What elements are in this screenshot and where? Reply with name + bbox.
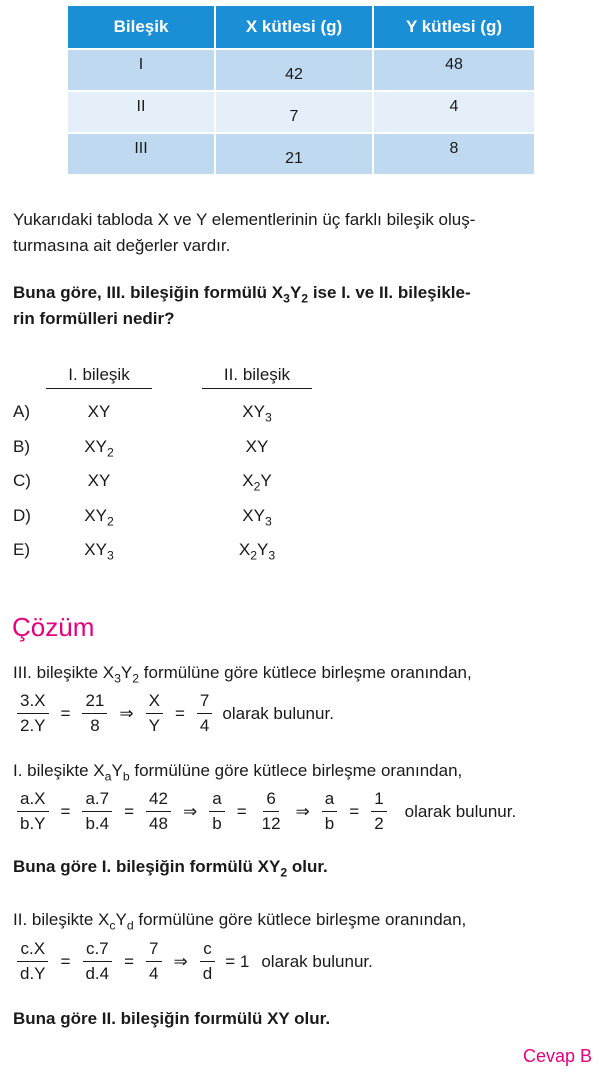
equals-symbol: = bbox=[236, 801, 247, 821]
fraction: $\frac{7}{4}$ bbox=[197, 690, 212, 737]
fraction: $\frac{a}{b}$ bbox=[209, 788, 224, 835]
intro-line: Yukarıdaki tabloda X ve Y elementlerinin üç farklı bileşik oluş- bbox=[13, 210, 476, 229]
implies-icon: ⇒ bbox=[119, 703, 134, 723]
table-cell: 7 bbox=[215, 91, 373, 133]
choice-letter[interactable]: A) bbox=[13, 402, 30, 421]
table-header-row bbox=[67, 5, 535, 49]
equation-tail: olarak bulunur. bbox=[404, 801, 517, 821]
equals-symbol: = bbox=[60, 801, 71, 821]
choice-formula: XY bbox=[87, 402, 111, 421]
table-row bbox=[67, 49, 535, 91]
choice-formula: $XY_3$ bbox=[242, 402, 272, 425]
equals-symbol: = bbox=[60, 951, 71, 971]
table-row bbox=[67, 91, 535, 133]
question-line: rin formülleri nedir? bbox=[13, 309, 175, 328]
choice-formula: $X_2Y_3$ bbox=[238, 540, 276, 563]
table-cell: 4 bbox=[373, 91, 535, 133]
conclusion-1: Buna göre I. bileşiğin formülü $XY_2$ olur. bbox=[13, 857, 328, 880]
question-line: Buna göre, III. bileşiğin formülü $X_3Y_2$ ise I. ve II. bileşikle- bbox=[13, 283, 471, 306]
solution-paragraph: III. bileşikte $X_3Y_2$ formülüne göre kütlece birleşme oranından, bbox=[13, 663, 472, 686]
conclusion-2: Buna göre II. bileşiğin foırmülü XY olur. bbox=[13, 1009, 331, 1028]
fraction: $\frac{c.X}{d.Y}$ bbox=[17, 938, 49, 985]
table-cell: 48 bbox=[373, 49, 535, 91]
compound-table bbox=[66, 4, 536, 176]
choice-column-header: II. bileşik bbox=[202, 365, 312, 389]
intro-line: turmasına ait değerler vardır. bbox=[13, 236, 231, 255]
fraction: $\frac{7}{4}$ bbox=[146, 938, 161, 985]
implies-icon: ⇒ bbox=[173, 951, 188, 971]
choice-column-header: I. bileşik bbox=[46, 365, 152, 389]
equation-2 bbox=[13, 788, 516, 835]
fraction: $\frac{1}{2}$ bbox=[371, 788, 386, 835]
fraction: $\frac{c.7}{d.4}$ bbox=[82, 938, 112, 985]
fraction: $\frac{a.X}{b.Y}$ bbox=[17, 788, 49, 835]
choice-formula: $X_2Y$ bbox=[242, 471, 272, 494]
fraction: $\frac{c}{d}$ bbox=[200, 938, 215, 985]
choice-letter[interactable]: C) bbox=[13, 471, 31, 490]
fraction: $\frac{a}{b}$ bbox=[322, 788, 337, 835]
choice-letter[interactable]: B) bbox=[13, 437, 30, 456]
choice-letter[interactable]: D) bbox=[13, 506, 31, 525]
table-cell: II bbox=[67, 91, 215, 133]
fraction: $\frac{6}{12}$ bbox=[261, 789, 281, 833]
table-cell: 42 bbox=[215, 49, 373, 91]
equals-symbol: = bbox=[124, 951, 135, 971]
fraction: $\frac{3.X}{2.Y}$ bbox=[17, 690, 49, 737]
fraction: $\frac{21}{8}$ bbox=[82, 690, 107, 737]
table-row bbox=[67, 133, 535, 175]
fraction: $\frac{X}{Y}$ bbox=[146, 690, 163, 737]
equation-1 bbox=[13, 690, 334, 737]
equals-symbol: = bbox=[60, 703, 71, 723]
table-header: X kütlesi (g) bbox=[215, 5, 373, 49]
choice-formula: $XY_2$ bbox=[84, 437, 114, 460]
equals-symbol: = bbox=[174, 703, 185, 723]
fraction: $\frac{42}{48}$ bbox=[146, 788, 171, 835]
equation-tail: olarak bulunur. bbox=[222, 703, 334, 723]
choice-formula: XY bbox=[87, 471, 111, 490]
table-cell: I bbox=[67, 49, 215, 91]
solution-paragraph: I. bileşikte $X_aY_b$ formülüne göre kütlece birleşme oranından, bbox=[13, 761, 463, 784]
equation-3 bbox=[13, 938, 373, 985]
equals-symbol: = bbox=[349, 801, 360, 821]
solution-title: Çözüm bbox=[12, 612, 95, 642]
table-cell: III bbox=[67, 133, 215, 175]
equation-tail: olarak bulunur. bbox=[261, 951, 373, 971]
table-cell: 8 bbox=[373, 133, 535, 175]
choice-letter[interactable]: E) bbox=[13, 540, 30, 559]
equation-rhs: = 1 bbox=[225, 951, 250, 971]
question-text bbox=[13, 280, 471, 332]
choice-formula: $XY_3$ bbox=[242, 506, 272, 529]
answer-label: Cevap B bbox=[522, 1046, 592, 1066]
table-header: Y kütlesi (g) bbox=[373, 5, 535, 49]
choice-formula: $XY_3$ bbox=[84, 540, 114, 563]
equals-symbol: = bbox=[124, 801, 135, 821]
choice-formula: XY bbox=[245, 437, 269, 456]
solution-paragraph: II. bileşikte $X_cY_d$ formülüne göre kütlece birleşme oranından, bbox=[13, 910, 467, 933]
implies-icon: ⇒ bbox=[182, 801, 198, 821]
implies-icon: ⇒ bbox=[295, 801, 310, 821]
choice-formula: $XY_2$ bbox=[84, 506, 114, 529]
fraction: $\frac{a.7}{b.4}$ bbox=[82, 788, 112, 835]
table-cell: 21 bbox=[215, 133, 373, 175]
intro-text bbox=[13, 207, 475, 259]
table-header: Bileşik bbox=[67, 5, 215, 49]
